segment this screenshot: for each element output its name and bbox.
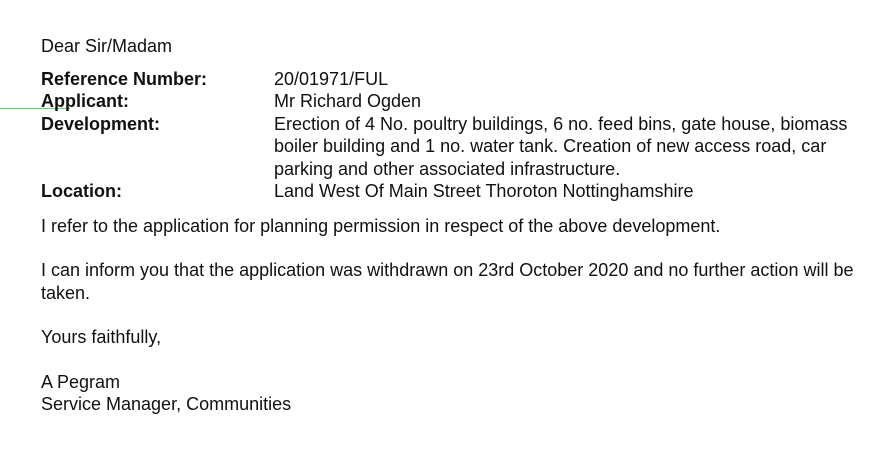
applicant-value: Mr Richard Ogden — [274, 91, 422, 111]
location-label: Location: — [41, 181, 122, 201]
development-label: Development: — [41, 113, 161, 134]
development-value: Erection of 4 No. poultry buildings, 6 no. feed bins, gate house, biomass boiler building and 1 no. water tank. Creation of new access road, car parking and other associated infrastructure. — [274, 113, 848, 179]
detail-row-location — [41, 180, 861, 203]
reference-number-label: Reference Number: — [41, 68, 208, 89]
letter-body — [41, 35, 861, 416]
detail-row-development — [41, 113, 861, 181]
signatory-name: A Pegram — [41, 371, 121, 392]
reference-number-value: 20/01971/FUL — [274, 68, 389, 89]
closing: Yours faithfully, — [41, 327, 162, 347]
applicant-label: Applicant: — [41, 91, 129, 111]
signatory-title: Service Manager, Communities — [41, 394, 292, 414]
detail-row-reference — [41, 68, 861, 91]
paragraph-withdrawal: I can inform you that the application was withdrawn on 23rd October 2020 and no further action will be taken. — [41, 260, 854, 303]
application-details — [41, 68, 861, 203]
detail-row-applicant — [41, 90, 861, 113]
location-value: Land West Of Main Street Thoroton Nottinghamshire — [274, 181, 694, 201]
salutation: Dear Sir/Madam — [41, 36, 173, 56]
paragraph-reference: I refer to the application for planning permission in respect of the above development. — [41, 215, 721, 236]
